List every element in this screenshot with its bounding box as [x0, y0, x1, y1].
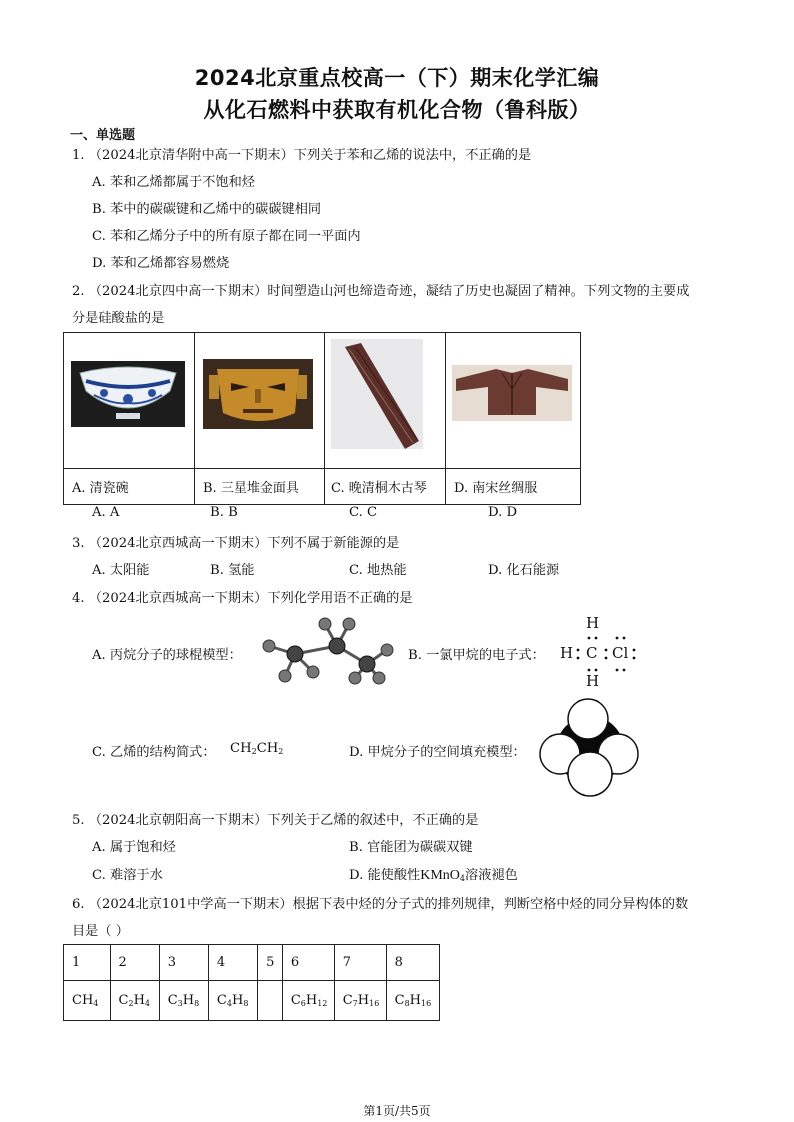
artifact-image-cell-b: [195, 333, 325, 469]
table-cell-number: 1: [64, 945, 111, 981]
lewis-hydrogen-top: H: [586, 614, 600, 632]
formula-subscript: 16: [421, 999, 432, 1008]
formula-element: H: [409, 993, 422, 1008]
question-4-stem: 4. （2024北京西城高一下期末）下列化学用语不正确的是: [72, 591, 413, 606]
silk-robe-image: [446, 333, 580, 464]
question-4-option-d: D. 甲烷分子的空间填充模型：: [349, 745, 526, 760]
artifact-table: [63, 332, 581, 505]
table-cell-number: 5: [258, 945, 283, 981]
formula-element: H: [133, 993, 145, 1008]
formula-element: C: [216, 993, 227, 1008]
table-row-numbers: [64, 945, 440, 981]
question-3-option-c: C. 地热能: [349, 563, 407, 578]
question-5-option-d: [349, 864, 518, 884]
question-5-option-a: A. 属于饱和烃: [92, 840, 176, 855]
formula-subscript: 7: [352, 999, 358, 1008]
artifact-image-cell-c: [325, 333, 446, 469]
formula-sub-2: 2: [278, 747, 284, 756]
lewis-chlorine: Cl: [612, 644, 629, 662]
formula-element: C: [342, 993, 353, 1008]
section-heading: 一、单选题: [70, 128, 136, 143]
formula-subscript: 8: [404, 999, 410, 1008]
question-3-option-a: A. 太阳能: [92, 563, 150, 578]
hydrocarbon-table: [63, 944, 440, 1021]
option-d-kmno: KMnO: [420, 868, 460, 883]
lewis-hydrogen-bottom: H: [586, 672, 600, 690]
formula-subscript: 12: [317, 999, 328, 1008]
table-cell-formula: [110, 981, 159, 1021]
question-2-option-a: A. A: [92, 505, 120, 520]
artifact-caption-d: D. 南宋丝绸服: [446, 469, 581, 505]
artifact-image-cell-a: [64, 333, 195, 469]
table-cell-number: 7: [334, 945, 386, 981]
title-line-1: 2024北京重点校高一（下）期末化学汇编: [194, 66, 600, 90]
chloromethane-lewis-structure: [558, 614, 642, 690]
question-2-option-b: B. B: [210, 505, 238, 520]
formula-subscript: 8: [243, 999, 249, 1008]
table-row-formulas: [64, 981, 440, 1021]
question-3-stem: 3. （2024北京西城高一下期末）下列不属于新能源的是: [72, 536, 400, 551]
question-2-stem-line-1: 2. （2024北京四中高一下期末）时间塑造山河也缔造奇迹，凝结了历史也凝固了精神。下列文物的主要成: [72, 284, 690, 299]
artifact-caption-a: A. 清瓷碗: [64, 469, 195, 505]
guqin-image: [325, 333, 445, 464]
question-1-option-d: D. 苯和乙烯都容易燃烧: [92, 256, 230, 271]
formula-subscript: 8: [194, 999, 200, 1008]
formula-subscript: 16: [369, 999, 380, 1008]
question-1-option-a: A. 苯和乙烯都属于不饱和烃: [92, 175, 255, 190]
formula-subscript: 4: [144, 999, 150, 1008]
formula-element: C: [118, 993, 129, 1008]
option-d-subscript: 4: [459, 874, 466, 883]
formula-element: C: [394, 993, 405, 1008]
table-cell-number: 2: [110, 945, 159, 981]
formula-element: H: [357, 993, 370, 1008]
question-2-option-c: C. C: [349, 505, 378, 520]
formula-element: C: [290, 993, 301, 1008]
question-1-stem: 1. （2024北京清华附中高一下期末）下列关于苯和乙烯的说法中，不正确的是: [72, 148, 532, 163]
table-cell-number: 6: [282, 945, 334, 981]
page-footer: 第1页/共5页: [363, 1104, 431, 1118]
table-cell-number: 4: [208, 945, 257, 981]
formula-subscript: 6: [300, 999, 306, 1008]
question-5-stem: 5. （2024北京朝阳高一下期末）下列关于乙烯的叙述中，不正确的是: [72, 813, 479, 828]
lewis-carbon: C: [586, 644, 598, 662]
formula-element: H: [305, 993, 318, 1008]
question-5-option-c: C. 难溶于水: [92, 868, 163, 883]
question-4-option-c: C. 乙烯的结构简式：: [92, 745, 216, 760]
lewis-hydrogen-left: H: [560, 644, 574, 662]
formula-element: C: [167, 993, 178, 1008]
gold-mask-image: [195, 333, 324, 464]
question-4-option-b: B. 一氯甲烷的电子式：: [408, 648, 545, 663]
option-d-suffix: 溶液褪色: [465, 868, 518, 883]
lewis-electron-dots: [558, 614, 642, 690]
title-line-2: 从化石燃料中获取有机化合物（鲁科版）: [203, 98, 591, 122]
question-4-option-a: A. 丙烷分子的球棍模型：: [92, 648, 242, 663]
question-5-option-b: B. 官能团为碳碳双键: [349, 840, 473, 855]
table-cell-formula: [64, 981, 111, 1021]
table-cell-formula: [258, 981, 283, 1021]
methane-space-filling-model: [538, 694, 642, 800]
ethylene-formula: [230, 741, 283, 756]
table-cell-formula: [159, 981, 208, 1021]
question-6-stem-line-1: 6. （2024北京101中学高一下期末）根据下表中烃的分子式的排列规律，判断空格中烃的同分异构体的数: [72, 897, 689, 912]
formula-element: H: [231, 993, 244, 1008]
formula-ch-1: CH: [230, 741, 252, 756]
propane-ball-stick-model: [255, 612, 395, 688]
formula-subscript: 4: [93, 999, 99, 1008]
question-3-option-b: B. 氢能: [210, 563, 255, 578]
formula-subscript: 4: [226, 999, 232, 1008]
table-cell-number: 3: [159, 945, 208, 981]
formula-element: CH: [72, 993, 94, 1008]
question-1-option-b: B. 苯中的碳碳键和乙烯中的碳碳键相同: [92, 202, 322, 217]
formula-sub-1: 2: [251, 747, 257, 756]
artifact-caption-c: C. 晚清桐木古琴: [325, 469, 446, 505]
question-2-option-d: D. D: [488, 505, 518, 520]
formula-element: H: [182, 993, 195, 1008]
question-6-stem-line-2: 目是（ ）: [72, 924, 129, 939]
question-2-stem-line-2: 分是硅酸盐的是: [72, 311, 165, 326]
table-cell-formula: [282, 981, 334, 1021]
formula-subscript: 3: [177, 999, 183, 1008]
artifact-image-cell-d: [446, 333, 581, 469]
table-cell-formula: [386, 981, 439, 1021]
question-1-option-c: C. 苯和乙烯分子中的所有原子都在同一平面内: [92, 229, 361, 244]
formula-ch-2: CH: [256, 741, 279, 756]
question-3-option-d: D. 化石能源: [488, 563, 560, 578]
table-cell-formula: [334, 981, 386, 1021]
option-d-prefix: D. 能使酸性: [349, 868, 421, 883]
artifact-caption-b: B. 三星堆金面具: [195, 469, 325, 505]
porcelain-bowl-image: [64, 333, 194, 464]
table-cell-number: 8: [386, 945, 439, 981]
formula-subscript: 2: [128, 999, 134, 1008]
table-cell-formula: [208, 981, 257, 1021]
